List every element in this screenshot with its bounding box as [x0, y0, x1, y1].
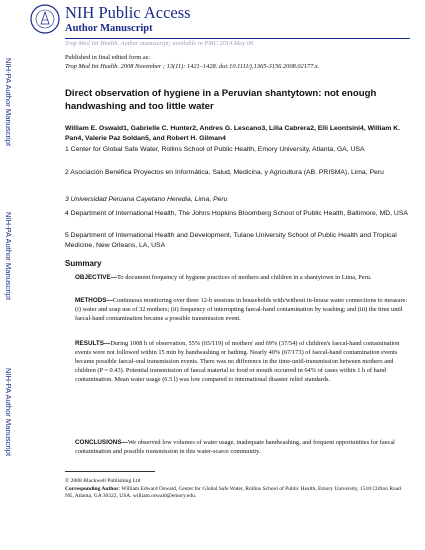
copyright-notice: © 2008 Blackwell Publishing Ltd: [65, 478, 141, 484]
affiliation: 3 Universidad Peruana Cayetano Heredia, Lima, Peru: [65, 196, 228, 203]
publication-line: Published in final edited form as:: [65, 54, 151, 61]
article-title: Direct observation of hygiene in a Peruvian shantytown: not enough handwashing and too little water: [65, 88, 377, 112]
objective-text: To document frequency of hygiene practices of mothers and children in a shantytown in Lima, Peru.: [117, 274, 372, 281]
results-label: RESULTS—: [75, 340, 111, 347]
affiliation: 5 Department of International Health and Development, Tulane University School of Public Health and Tropical Medicine, New Orleans, LA, USA: [65, 232, 397, 249]
methods-text: Continuous monitoring over three 12-h sessions in households with/without in-house water connections to measure: (i) water and soap use of 32 mothers; (ii) frequency of interrupting faecal-hand contamination by washing; and (iii) the time until faecal-hand contamination became a possible transmission event.: [75, 297, 408, 322]
conclusions-text: We observed low volumes of water usage, inadequate handwashing, and frequent opportunities for faecal contamination and possible transmission in this water-scarce community.: [75, 439, 395, 455]
side-label: NIH-PA Author Manuscript: [4, 212, 13, 301]
publication-citation: Trop Med Int Health. 2008 November ; 13(11): 1421–1428. doi:10.1111/j.1365-3156.2008.02177.x.: [65, 63, 320, 70]
publication-info: [65, 53, 410, 71]
header-divider: [65, 38, 410, 39]
header-subtitle: Author Manuscript: [65, 23, 153, 34]
methods-label: METHODS—: [75, 297, 113, 304]
summary-methods: [75, 296, 410, 323]
corresponding-author-label: Corresponding Author: [65, 486, 119, 492]
objective-label: OBJECTIVE—: [75, 274, 117, 281]
footnote-divider: [65, 471, 155, 472]
summary-objective: [75, 273, 410, 282]
summary-conclusions: [75, 438, 410, 456]
summary-heading: Summary: [65, 259, 102, 268]
article-authors: William E. Oswald1, Gabrielle C. Hunter2, Andres G. Lescano3, Lilia Cabrera2, Elli Leontsini4, William K. Pan4, Valerie Paz Soldan5, and Robert H. Gilman4: [65, 125, 401, 142]
affiliation: 1 Center for Global Safe Water, Rollins School of Public Health, Emory University, Atlanta, GA, USA: [65, 146, 365, 153]
side-label: NIH-PA Author Manuscript: [4, 368, 13, 457]
header-citation: Trop Med Int Health. Author manuscript; available in PMC 2014 May 06.: [65, 40, 255, 47]
affiliation: 4 Department of International Health, The Johns Hopkins Bloomberg School of Public Health, Baltimore, MD, USA: [65, 210, 408, 217]
results-text: During 1008 h of observation, 55% (65/119) of mothers' and 69% (37/54) of children's faecal-hand contamination events were not followed within 15 min by handwashing or bathing. Nearly 40% (67/173) of faecal-hand contamination events became possible faecal-oral transmission events. There was no difference in the time-until-transmission between mothers and children (P = 0.43). Potential transmission of faecal material to food or mouth occurred in 64% of cases within 1 h of hand contamination. Mean water usage (6.5 l) was low compared to international disaster relief standards.: [75, 340, 400, 383]
affiliation: 2 Asociación Benéfica Proyectos en Informática, Salud, Medicina, y Agricultura (AB. PRISMA), Lima, Peru: [65, 169, 384, 176]
conclusions-label: CONCLUSIONS—: [75, 439, 128, 446]
corresponding-author: Corresponding Author: William Edward Oswald, Center for Global Safe Water, Rollins School of Public Health, Emory University, 1518 Clifton Road NE, Atlanta, GA 30322, USA. william.oswald@emory.edu.: [65, 486, 401, 499]
side-label: NIH-PA Author Manuscript: [4, 58, 13, 147]
corresponding-author-text: William Edward Oswald, Center for Global Safe Water, Rollins School of Public Health, Emory University, 1518 Clifton Road NE, Atlanta, GA 30322, USA. william.oswald@emory.edu.: [65, 486, 401, 499]
header-title: NIH Public Access: [65, 3, 191, 22]
summary-results: [75, 339, 410, 384]
nih-seal-logo: [30, 4, 60, 34]
